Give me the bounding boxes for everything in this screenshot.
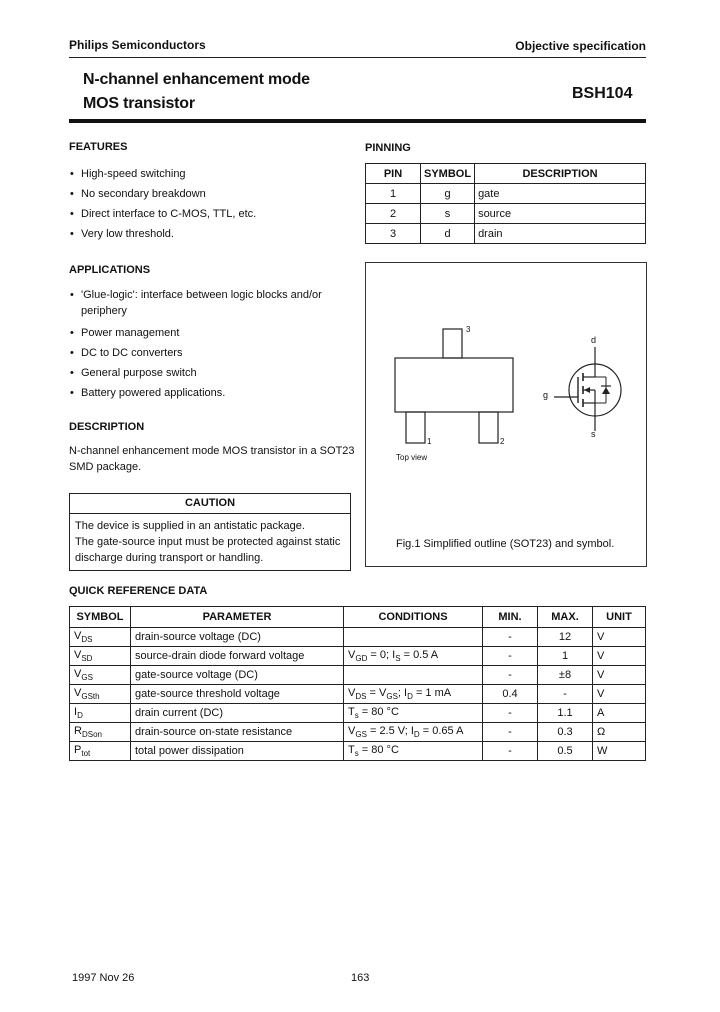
qrd-table	[69, 606, 646, 761]
pin3-label: 3	[466, 325, 471, 334]
top-view-label: Top view	[396, 453, 428, 462]
min-cell: -	[483, 647, 538, 666]
caution-body	[70, 514, 350, 570]
list-item: • Power management	[69, 323, 322, 343]
description-text	[69, 443, 355, 475]
qrd-body	[70, 628, 646, 761]
parameter-cell: drain-source on-state resistance	[131, 723, 344, 742]
min-cell: -	[483, 723, 538, 742]
max-cell: 12	[538, 628, 593, 647]
features-heading: FEATURES	[69, 141, 128, 153]
qrd-heading: QUICK REFERENCE DATA	[69, 585, 208, 597]
unit-cell: Ω	[593, 723, 646, 742]
symbol-cell: $V_{GS}$	[70, 666, 131, 685]
col-max: MAX.	[538, 607, 593, 628]
figure-box	[365, 262, 647, 567]
list-item: • Battery powered applications.	[69, 383, 322, 403]
footer-date: 1997 Nov 26	[72, 972, 135, 984]
max-cell: 0.5	[538, 742, 593, 761]
symbol-cell: $V_{GSth}$	[70, 685, 131, 704]
applications-list	[69, 287, 322, 403]
pin-cell: 2	[366, 204, 421, 224]
pin-cell: 3	[366, 224, 421, 244]
symbol-cell: $I_D$	[70, 704, 131, 723]
table-header-row	[366, 164, 646, 184]
max-cell: -	[538, 685, 593, 704]
col-symbol: SYMBOL	[421, 164, 475, 184]
sot23-outline-and-symbol	[366, 263, 646, 566]
title-line-1: N-channel enhancement mode	[83, 71, 310, 88]
parameter-cell: drain-source voltage (DC)	[131, 628, 344, 647]
list-item: • No secondary breakdown	[69, 184, 256, 204]
company-name: Philips Semiconductors	[69, 38, 206, 52]
pin2-label: 2	[500, 437, 505, 446]
symbol-cell: $V_{DS}$	[70, 628, 131, 647]
parameter-cell: gate-source voltage (DC)	[131, 666, 344, 685]
header-rule	[69, 57, 646, 58]
symbol-cell: s	[421, 204, 475, 224]
features-list	[69, 164, 256, 244]
list-item-text: 'Glue-logic': interface between logic blocks and/or	[81, 289, 322, 301]
pin1-label: 1	[427, 437, 432, 446]
description-cell: drain	[475, 224, 646, 244]
table-row	[70, 666, 646, 685]
col-description: DESCRIPTION	[475, 164, 646, 184]
figure-caption: Fig.1 Simplified outline (SOT23) and symbol.	[396, 538, 615, 550]
list-item: • High-speed switching	[69, 164, 256, 184]
min-cell: -	[483, 704, 538, 723]
max-cell: 1.1	[538, 704, 593, 723]
symbol-cell: $V_{SD}$	[70, 647, 131, 666]
caution-box	[69, 493, 351, 571]
table-row	[70, 704, 646, 723]
max-cell: 1	[538, 647, 593, 666]
conditions-cell: $T_s = 80$ °C	[344, 704, 483, 723]
part-number: BSH104	[572, 85, 633, 102]
symbol-s-label: s	[591, 429, 596, 439]
description-line: N-channel enhancement mode MOS transistor in a SOT23	[69, 445, 355, 457]
conditions-cell: $V_{GS} = 2.5$ V; $I_D = 0.65$ A	[344, 723, 483, 742]
description-line: SMD package.	[69, 461, 142, 473]
col-unit: UNIT	[593, 607, 646, 628]
table-row	[366, 224, 646, 244]
list-item-text-cont: periphery	[81, 305, 127, 317]
symbol-cell: g	[421, 184, 475, 204]
description-cell: gate	[475, 184, 646, 204]
conditions-cell	[344, 666, 483, 685]
title-line-2: MOS transistor	[83, 95, 195, 112]
list-item: • Very low threshold.	[69, 224, 256, 244]
parameter-cell: source-drain diode forward voltage	[131, 647, 344, 666]
conditions-cell: $V_{DS} = V_{GS}$; $I_D = 1$ mA	[344, 685, 483, 704]
pinning-heading: PINNING	[365, 142, 411, 154]
min-cell: -	[483, 628, 538, 647]
caution-heading: CAUTION	[70, 494, 350, 514]
spec-type: Objective specification	[515, 39, 646, 53]
symbol-cell: $R_{DSon}$	[70, 723, 131, 742]
parameter-cell: gate-source threshold voltage	[131, 685, 344, 704]
unit-cell: V	[593, 685, 646, 704]
list-item	[69, 287, 322, 319]
unit-cell: V	[593, 628, 646, 647]
conditions-cell	[344, 628, 483, 647]
list-item: • General purpose switch	[69, 363, 322, 383]
symbol-d-label: d	[591, 335, 597, 345]
col-pin: PIN	[366, 164, 421, 184]
list-item: • Direct interface to C-MOS, TTL, etc.	[69, 204, 256, 224]
col-parameter: PARAMETER	[131, 607, 344, 628]
table-row	[70, 628, 646, 647]
conditions-cell: $T_s = 80$ °C	[344, 742, 483, 761]
symbol-cell: $P_{tot}$	[70, 742, 131, 761]
unit-cell: W	[593, 742, 646, 761]
caution-line: The gate-source input must be protected against static	[75, 536, 341, 548]
symbol-g-label: g	[543, 390, 549, 400]
col-conditions: CONDITIONS	[344, 607, 483, 628]
description-heading: DESCRIPTION	[69, 421, 145, 433]
footer-page: 163	[351, 972, 370, 984]
col-symbol: SYMBOL	[70, 607, 131, 628]
table-row	[70, 742, 646, 761]
description-cell: source	[475, 204, 646, 224]
table-header-row	[70, 607, 646, 628]
table-row	[70, 647, 646, 666]
unit-cell: V	[593, 647, 646, 666]
parameter-cell: drain current (DC)	[131, 704, 344, 723]
table-row	[366, 184, 646, 204]
caution-line: discharge during transport or handling.	[75, 552, 264, 564]
title-rule	[69, 119, 646, 123]
conditions-cell: $V_{GD} = 0$; $I_S = 0.5$ A	[344, 647, 483, 666]
min-cell: -	[483, 742, 538, 761]
max-cell: 0.3	[538, 723, 593, 742]
pin-cell: 1	[366, 184, 421, 204]
parameter-cell: total power dissipation	[131, 742, 344, 761]
max-cell: ±8	[538, 666, 593, 685]
list-item: • DC to DC converters	[69, 343, 322, 363]
caution-line: The device is supplied in an antistatic package.	[75, 520, 305, 532]
pinning-table	[365, 163, 646, 244]
applications-heading: APPLICATIONS	[69, 264, 151, 276]
table-row	[366, 204, 646, 224]
symbol-cell: d	[421, 224, 475, 244]
unit-cell: A	[593, 704, 646, 723]
min-cell: 0.4	[483, 685, 538, 704]
min-cell: -	[483, 666, 538, 685]
unit-cell: V	[593, 666, 646, 685]
col-min: MIN.	[483, 607, 538, 628]
table-row	[70, 685, 646, 704]
table-row	[70, 723, 646, 742]
